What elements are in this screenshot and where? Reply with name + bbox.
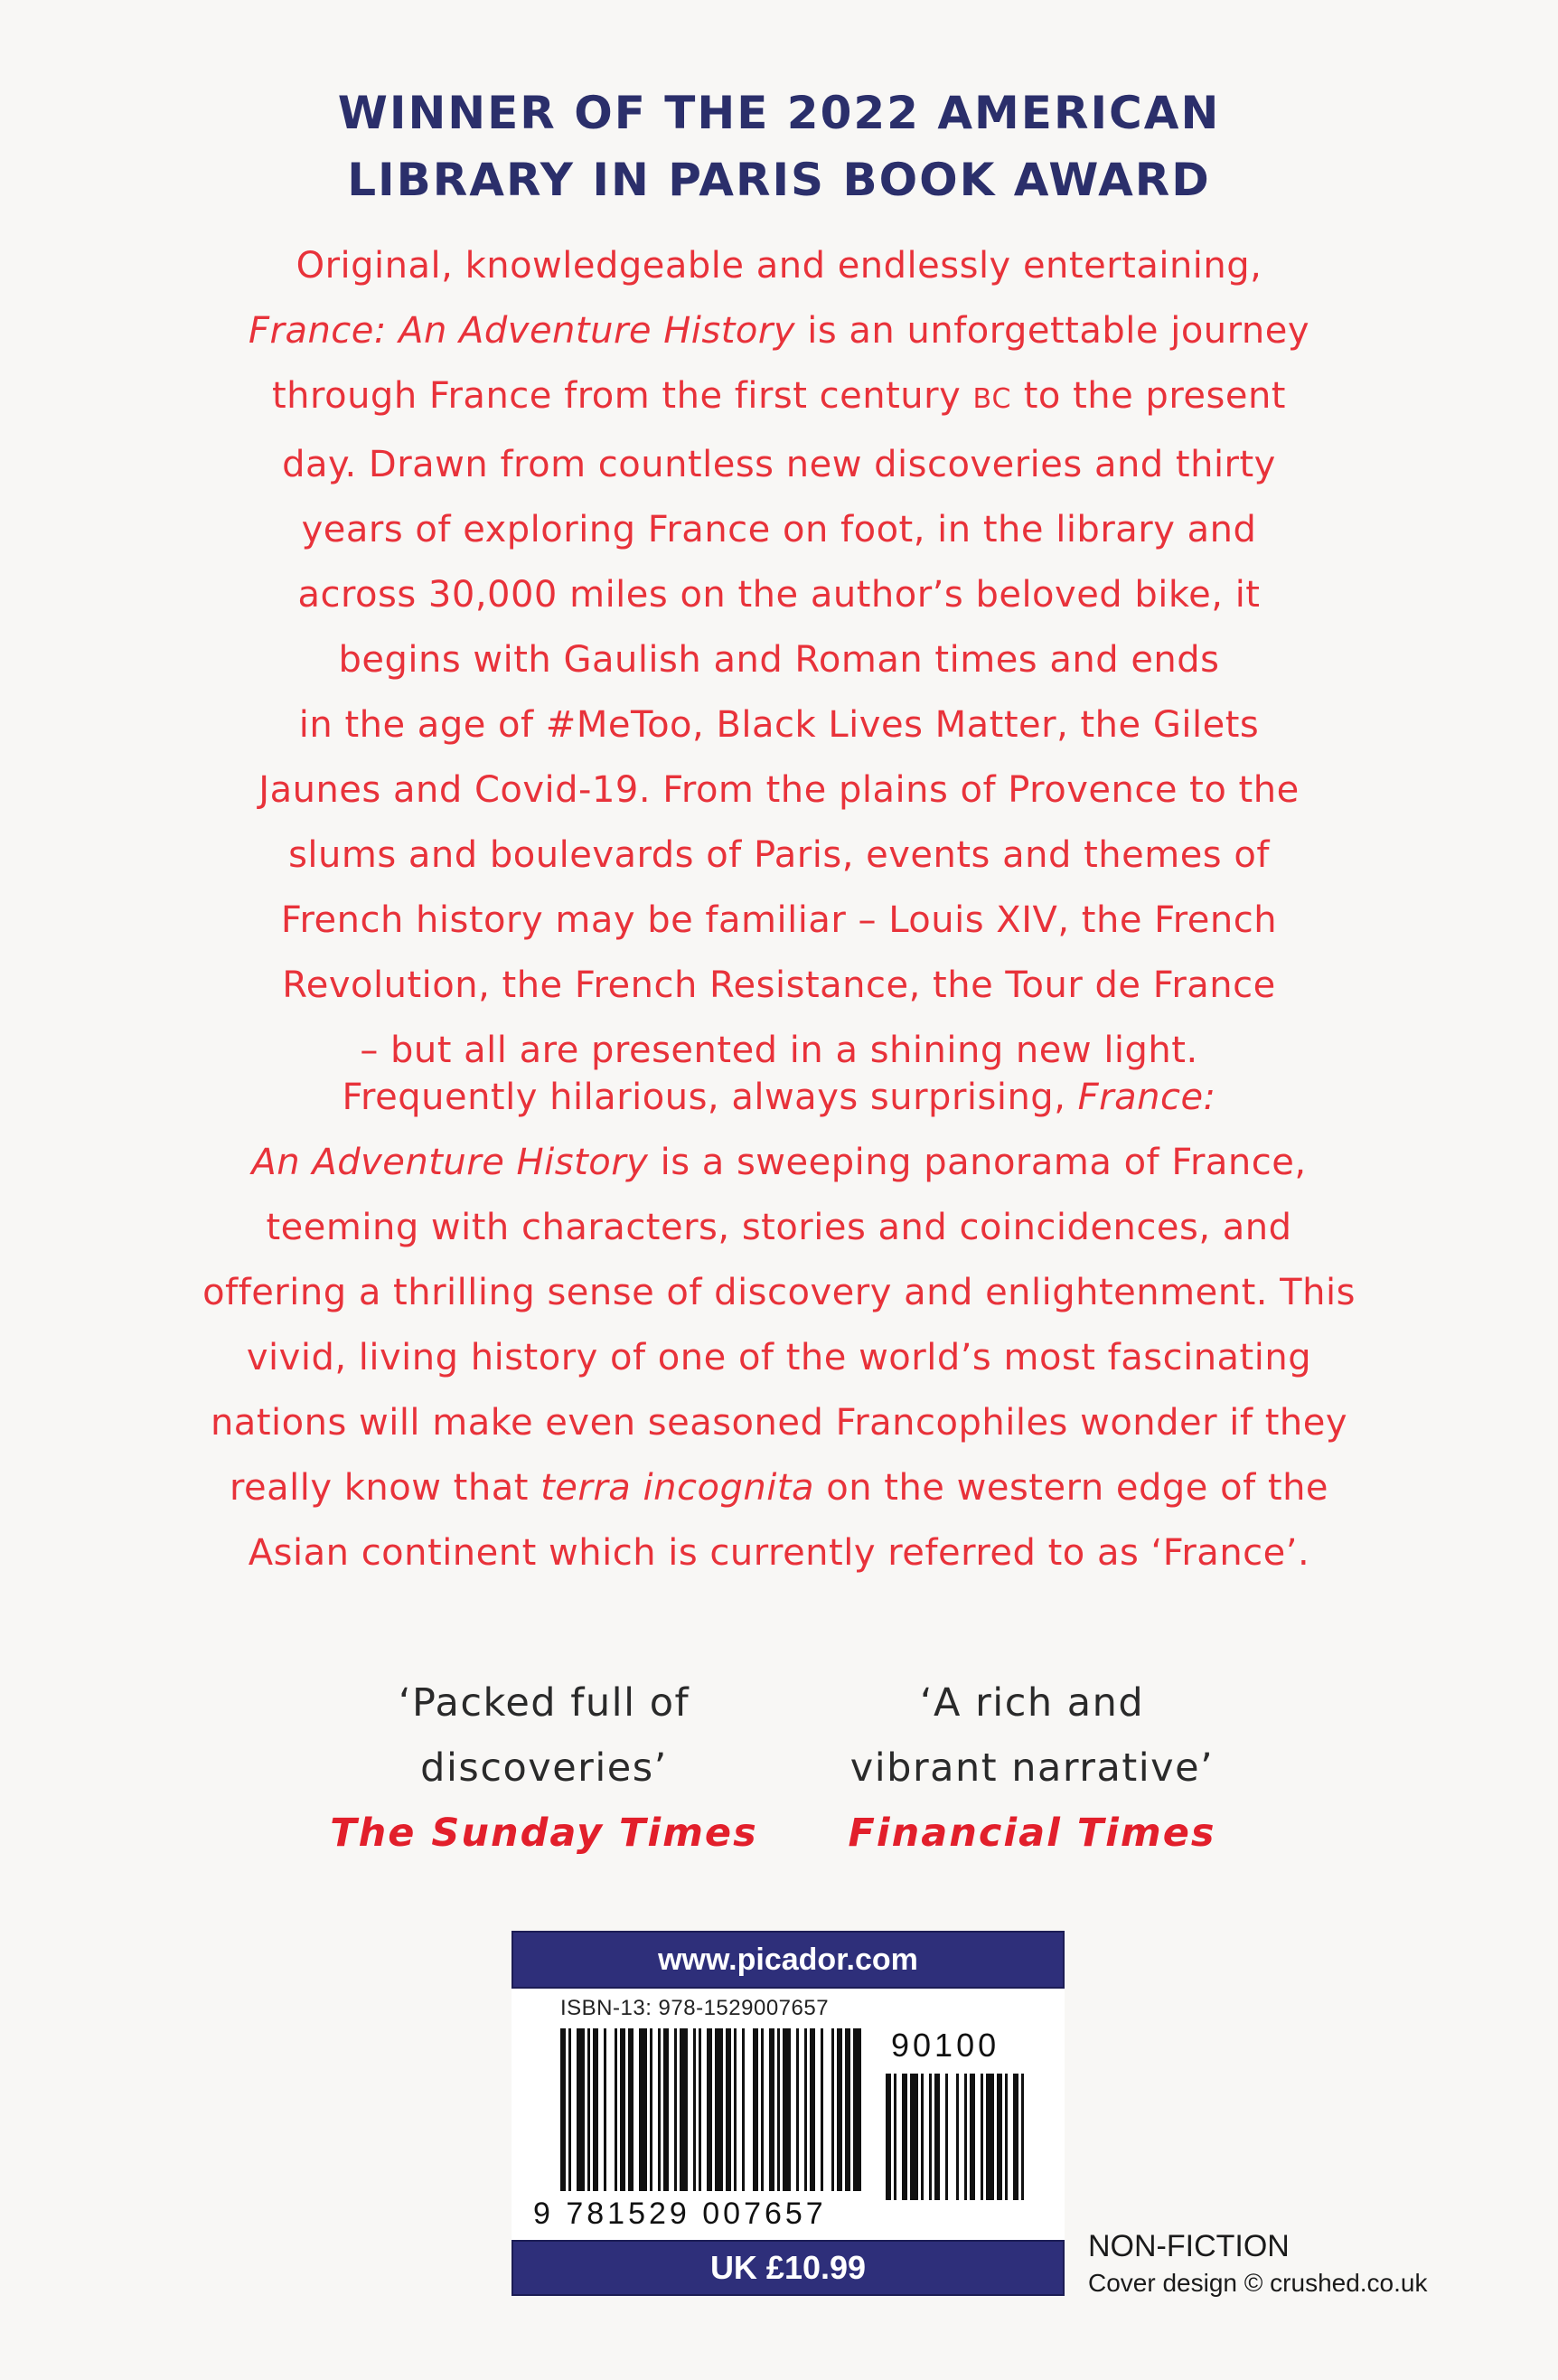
publisher-website: www.picador.com xyxy=(512,1931,1065,1989)
quote-line: discoveries’ xyxy=(420,1745,668,1791)
blurb-line: teeming with characters, stories and coincidences, and xyxy=(266,1207,1292,1248)
barcode-panel xyxy=(512,1989,1065,2240)
quote-source: Financial Times xyxy=(848,1811,1216,1856)
blurb-text: is a sweeping panorama of France, xyxy=(648,1142,1307,1183)
blurb-line: Revolution, the French Resistance, the Tour de France xyxy=(282,964,1276,1006)
blurb-text: to the present xyxy=(1011,375,1286,417)
book-title: France: xyxy=(1077,1077,1216,1118)
blurb-line: nations will make even seasoned Francophiles wonder if they xyxy=(210,1402,1348,1444)
blurb-line xyxy=(154,298,1404,363)
review-quote-1 xyxy=(291,1670,797,1866)
barcode-digits: 9 781529 007657 xyxy=(533,2197,827,2231)
blurb-line xyxy=(154,1130,1404,1195)
blurb-line: – but all are presented in a shining new light. xyxy=(360,1030,1198,1071)
era-abbrev: BC xyxy=(972,383,1012,415)
blurb-line: vivid, living history of one of the world’s most fascinating xyxy=(246,1337,1312,1378)
review-quote-2 xyxy=(779,1670,1285,1866)
blurb-line: Original, knowledgeable and endlessly entertaining, xyxy=(296,245,1262,287)
blurb-line: slums and boulevards of Paris, events and themes of xyxy=(288,834,1270,876)
quote-line: vibrant narrative’ xyxy=(849,1745,1215,1791)
blurb-paragraph-2 xyxy=(154,1065,1404,1585)
award-line-2: LIBRARY IN PARIS BOOK AWARD xyxy=(347,154,1211,206)
blurb-line: day. Drawn from countless new discoveries and thirty xyxy=(282,444,1276,485)
award-heading xyxy=(0,80,1558,213)
blurb-text: really know that xyxy=(229,1467,541,1509)
blurb-line: Jaunes and Covid-19. From the plains of Provence to the xyxy=(258,769,1300,811)
quote-line: ‘Packed full of xyxy=(398,1680,690,1726)
quote-source: The Sunday Times xyxy=(330,1811,758,1856)
italic-phrase: terra incognita xyxy=(540,1467,815,1509)
blurb-paragraph-1 xyxy=(154,233,1404,1083)
blurb-line: offering a thrilling sense of discovery and enlightenment. This xyxy=(202,1272,1356,1313)
price-label: UK £10.99 xyxy=(512,2240,1065,2296)
blurb-line xyxy=(154,363,1404,432)
blurb-line: begins with Gaulish and Roman times and ends xyxy=(338,639,1220,681)
blurb-text: through France from the first century xyxy=(272,375,973,417)
blurb-text: is an unforgettable journey xyxy=(795,310,1310,352)
blurb-line: French history may be familiar – Louis XIV, the French xyxy=(280,899,1278,941)
award-line-1: WINNER OF THE 2022 AMERICAN xyxy=(337,87,1221,139)
addon-digits: 90100 xyxy=(891,2027,1000,2064)
category-label: NON-FICTION xyxy=(1088,2229,1290,2263)
blurb-text: on the western edge of the xyxy=(814,1467,1329,1509)
blurb-line: in the age of #MeToo, Black Lives Matter, the Gilets xyxy=(298,704,1260,746)
book-title: France: An Adventure History xyxy=(248,310,796,352)
quote-line: ‘A rich and xyxy=(919,1680,1145,1726)
blurb-line: Asian continent which is currently referred to as ‘France’. xyxy=(248,1532,1310,1574)
cover-credit: Cover design © crushed.co.uk xyxy=(1088,2269,1428,2297)
blurb-line: across 30,000 miles on the author’s beloved bike, it xyxy=(297,574,1261,616)
blurb-line: years of exploring France on foot, in the library and xyxy=(301,509,1257,550)
blurb-text: Frequently hilarious, always surprising, xyxy=(342,1077,1078,1118)
blurb-line xyxy=(154,1065,1404,1130)
isbn-label: ISBN-13: 978-1529007657 xyxy=(560,1996,830,2020)
book-title: An Adventure History xyxy=(251,1142,649,1183)
blurb-line xyxy=(154,1455,1404,1520)
